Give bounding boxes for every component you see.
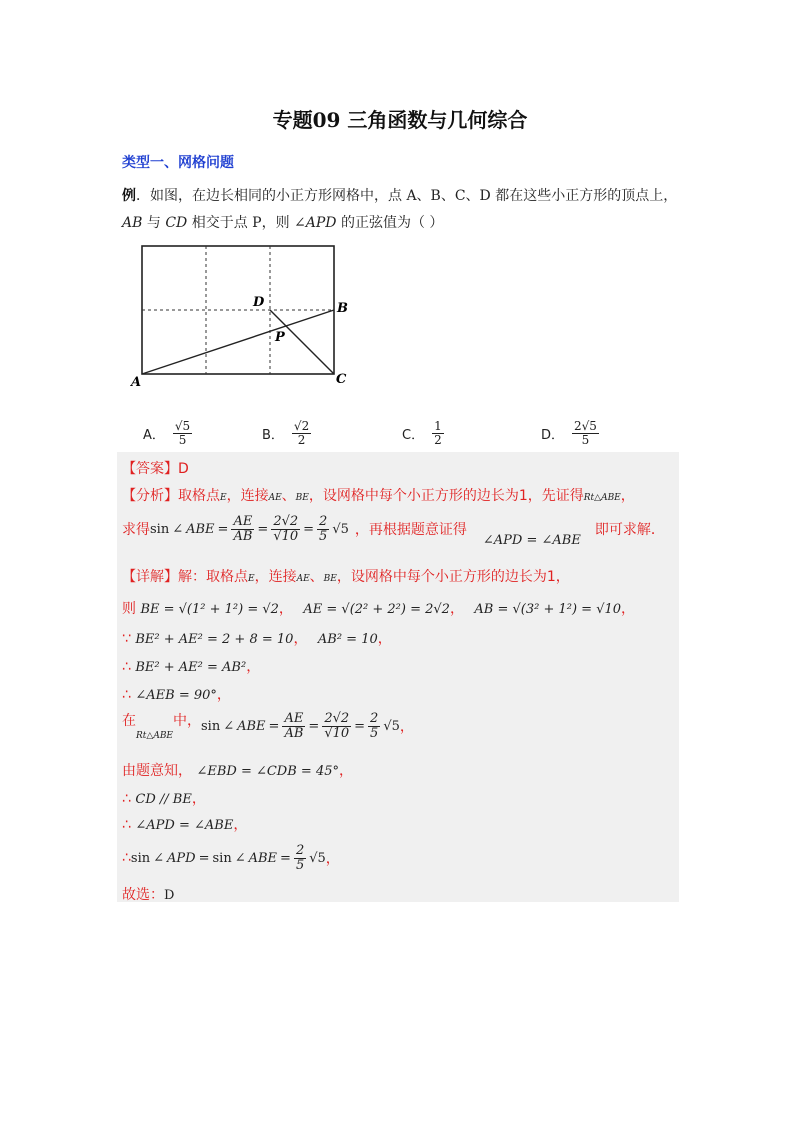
- label-a: A: [131, 375, 142, 390]
- detail-line-8: ∴ CD // BE，: [122, 791, 206, 807]
- question-line-2: AB 与 CD 相交于点 P，则 ∠APD 的正弦值为（ ）: [122, 215, 444, 231]
- section-heading: 类型一、网格问题: [122, 155, 234, 171]
- answer-tag: 【答案】D: [122, 461, 189, 477]
- detail-line-10: ∴ sin ∠ APD = sin ∠ ABE = $\frac{2}{5}$ √5 ，: [122, 843, 340, 873]
- detail-line-6: 在 Rt△ABE 中， sin ∠ ABE = $\frac{AE}{AB}$ = $\frac{2√2}{√10}$ = $\frac{2}{5}$ √5 ，: [122, 711, 414, 742]
- detail-line-2: 则 BE = √(1² + 1²) = √2， AE = √(2² + 2²) = 2√2， AB = √(3² + 1²) = √10，: [122, 601, 636, 617]
- option-a-fraction: $\frac{√5}{5}$: [174, 419, 191, 447]
- detail-line-9: ∴ ∠APD = ∠ABE，: [122, 817, 248, 833]
- detail-line-5: ∴ ∠AEB = 90°，: [122, 687, 231, 703]
- label-d: D: [253, 295, 265, 310]
- analysis-line-1: 【分析】取格点E，连接AE、BE，设网格中每个小正方形的边长为1，先证得Rt△ABE，: [122, 488, 635, 504]
- detail-line-4: ∴ BE² + AE² = AB²，: [122, 659, 261, 675]
- page-title: 专题09 三角函数与几何综合: [272, 108, 528, 132]
- analysis-equation: sin ∠ ABE = $\frac{AE}{AB}$ = $\frac{2√2}{√10}$ = $\frac{2}{5}$ √5: [150, 514, 349, 544]
- option-d-fraction: $\frac{2√5}{5}$: [574, 419, 597, 447]
- option-a[interactable]: A． $\frac{√5}{5}$: [143, 419, 191, 447]
- detail-line-7: 由题意知， ∠EBD = ∠CDB = 45°，: [122, 763, 353, 779]
- detail-line-1: 【详解】解：取格点E，连接AE、BE，设网格中每个小正方形的边长为1，: [122, 569, 570, 585]
- analysis-line-2: 求得 sin ∠ ABE = $\frac{AE}{AB}$ = $\frac{2√2}{√10}$ = $\frac{2}{5}$ √5 ，再根据题意证得 ∠APD = ∠ABE 即可求解．: [122, 514, 665, 548]
- label-p: P: [275, 330, 285, 345]
- option-b-fraction: $\frac{√2}{2}$: [293, 419, 310, 447]
- option-c[interactable]: C． $\frac{1}{2}$: [402, 419, 442, 447]
- detail-line-3: ∵ BE² + AE² = 2 + 8 = 10， AB² = 10，: [122, 631, 392, 647]
- option-d[interactable]: D． $\frac{2√5}{5}$: [541, 419, 597, 447]
- label-b: B: [337, 301, 348, 316]
- question-line-1: 例．如图，在边长相同的小正方形网格中，点 A、B、C、D 都在这些小正方形的顶点上，: [122, 188, 678, 204]
- segment-ab: [142, 310, 334, 374]
- detail-equation-final: sin ∠ APD = sin ∠ ABE = $\frac{2}{5}$ √5: [130, 843, 326, 873]
- option-c-fraction: $\frac{1}{2}$: [434, 419, 442, 447]
- option-b[interactable]: B． $\frac{√2}{2}$: [262, 419, 310, 447]
- detail-equation-1: sin ∠ ABE = $\frac{AE}{AB}$ = $\frac{2√2}{√10}$ = $\frac{2}{5}$ √5: [201, 711, 400, 741]
- label-c: C: [336, 372, 347, 387]
- detail-line-chosen: 故选：D: [122, 887, 175, 903]
- grid-figure: [125, 240, 355, 390]
- question-label: 例: [122, 188, 136, 204]
